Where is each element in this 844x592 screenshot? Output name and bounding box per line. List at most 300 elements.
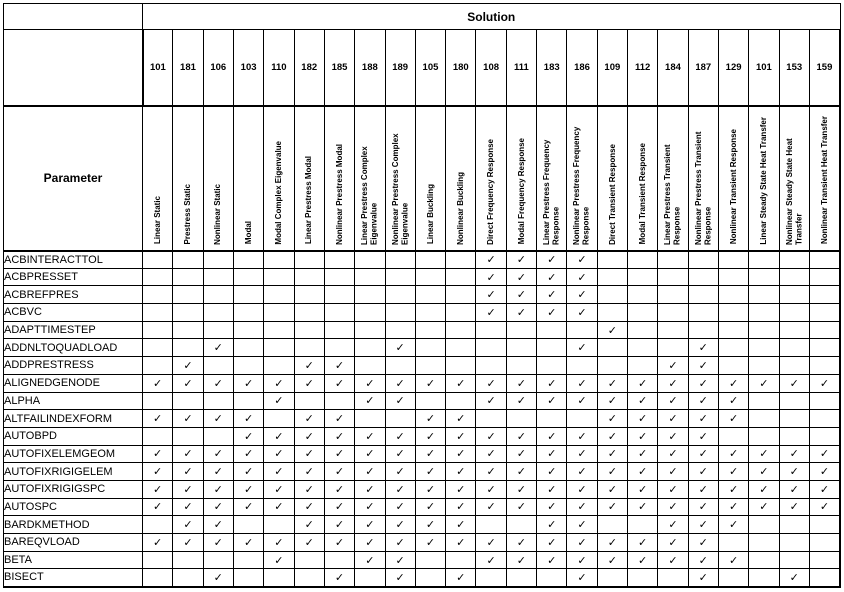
parameter-name: AUTOBPD <box>4 427 143 445</box>
empty-cell <box>628 357 658 375</box>
empty-cell <box>355 357 385 375</box>
check-mark-cell: ✓ <box>537 516 567 534</box>
check-mark-cell: ✓ <box>446 534 476 552</box>
solution-type-label <box>415 106 445 251</box>
solution-number: 180 <box>446 30 476 106</box>
check-mark-cell: ✓ <box>476 286 506 304</box>
check-mark-cell: ✓ <box>324 534 354 552</box>
empty-cell <box>294 268 324 286</box>
empty-cell <box>718 251 748 269</box>
empty-cell <box>749 551 779 569</box>
empty-cell <box>385 304 415 322</box>
check-mark-cell: ✓ <box>294 445 324 463</box>
empty-cell <box>476 516 506 534</box>
check-mark-cell: ✓ <box>476 463 506 481</box>
empty-cell <box>203 268 233 286</box>
empty-cell <box>718 268 748 286</box>
empty-cell <box>264 251 294 269</box>
check-mark-cell: ✓ <box>597 321 627 339</box>
empty-cell <box>233 569 263 587</box>
empty-cell <box>567 410 597 428</box>
check-mark-cell: ✓ <box>294 357 324 375</box>
parameter-row <box>4 374 841 392</box>
empty-cell <box>476 410 506 428</box>
parameter-name: ADDNLTOQUADLOAD <box>4 339 143 357</box>
empty-cell <box>355 339 385 357</box>
check-mark-cell: ✓ <box>385 516 415 534</box>
check-mark-cell: ✓ <box>173 498 203 516</box>
check-mark-cell: ✓ <box>385 480 415 498</box>
solution-type-label-text: Nonlinear Transient Heat Transfer <box>819 116 829 245</box>
check-mark-cell: ✓ <box>597 410 627 428</box>
solution-type-label <box>233 106 263 251</box>
solution-type-label-text: Nonlinear Steady State Heat Transfer <box>784 137 804 245</box>
check-mark-cell: ✓ <box>597 551 627 569</box>
empty-cell <box>628 286 658 304</box>
parameter-row <box>4 321 841 339</box>
empty-cell <box>597 304 627 322</box>
solution-labels-row <box>4 106 841 251</box>
check-mark-cell: ✓ <box>506 498 536 516</box>
check-mark-cell: ✓ <box>658 480 688 498</box>
check-mark-cell: ✓ <box>355 427 385 445</box>
empty-cell <box>233 551 263 569</box>
check-mark-cell: ✓ <box>324 445 354 463</box>
empty-cell <box>749 516 779 534</box>
solution-type-label <box>567 106 597 251</box>
check-mark-cell: ✓ <box>143 480 173 498</box>
solution-number: 184 <box>658 30 688 106</box>
solution-number: 105 <box>415 30 445 106</box>
empty-cell <box>415 392 445 410</box>
empty-cell <box>415 357 445 375</box>
check-mark-cell: ✓ <box>446 374 476 392</box>
empty-cell <box>779 339 809 357</box>
solution-number: 129 <box>718 30 748 106</box>
solution-type-label <box>628 106 658 251</box>
parameter-row <box>4 410 841 428</box>
check-mark-cell: ✓ <box>506 392 536 410</box>
parameter-row <box>4 427 841 445</box>
parameter-row <box>4 551 841 569</box>
empty-cell <box>749 286 779 304</box>
solution-number: 187 <box>688 30 718 106</box>
empty-cell <box>203 286 233 304</box>
check-mark-cell: ✓ <box>264 498 294 516</box>
parameter-name: AUTOSPC <box>4 498 143 516</box>
empty-cell <box>264 410 294 428</box>
check-mark-cell: ✓ <box>355 551 385 569</box>
empty-cell <box>749 268 779 286</box>
check-mark-cell: ✓ <box>355 480 385 498</box>
empty-cell <box>324 339 354 357</box>
check-mark-cell: ✓ <box>476 551 506 569</box>
empty-cell <box>203 427 233 445</box>
empty-cell <box>233 339 263 357</box>
empty-cell <box>537 339 567 357</box>
solution-number: 181 <box>173 30 203 106</box>
check-mark-cell: ✓ <box>567 516 597 534</box>
empty-cell <box>718 321 748 339</box>
check-mark-cell: ✓ <box>809 498 840 516</box>
check-mark-cell: ✓ <box>658 534 688 552</box>
check-mark-cell: ✓ <box>567 498 597 516</box>
empty-cell <box>476 339 506 357</box>
parameter-row <box>4 498 841 516</box>
check-mark-cell: ✓ <box>203 569 233 587</box>
check-mark-cell: ✓ <box>688 374 718 392</box>
check-mark-cell: ✓ <box>355 374 385 392</box>
solution-type-label <box>809 106 840 251</box>
empty-cell <box>264 357 294 375</box>
check-mark-cell: ✓ <box>506 463 536 481</box>
check-mark-cell: ✓ <box>264 445 294 463</box>
check-mark-cell: ✓ <box>567 286 597 304</box>
check-mark-cell: ✓ <box>628 551 658 569</box>
empty-cell <box>476 569 506 587</box>
check-mark-cell: ✓ <box>628 463 658 481</box>
check-mark-cell: ✓ <box>264 480 294 498</box>
check-mark-cell: ✓ <box>446 410 476 428</box>
solution-type-label-text: Linear Static <box>152 196 162 245</box>
empty-cell <box>143 516 173 534</box>
solution-type-label-text: Direct Transient Response <box>607 143 617 245</box>
empty-cell <box>749 569 779 587</box>
check-mark-cell: ✓ <box>476 304 506 322</box>
empty-cell <box>809 427 840 445</box>
empty-cell <box>294 304 324 322</box>
check-mark-cell: ✓ <box>567 374 597 392</box>
check-mark-cell: ✓ <box>809 374 840 392</box>
solution-number: 111 <box>506 30 536 106</box>
table-title: Solution <box>143 4 841 30</box>
empty-cell <box>809 534 840 552</box>
check-mark-cell: ✓ <box>628 480 658 498</box>
check-mark-cell: ✓ <box>476 427 506 445</box>
check-mark-cell: ✓ <box>567 534 597 552</box>
empty-cell <box>506 357 536 375</box>
empty-cell <box>173 268 203 286</box>
check-mark-cell: ✓ <box>355 392 385 410</box>
empty-cell <box>143 569 173 587</box>
check-mark-cell: ✓ <box>385 463 415 481</box>
empty-cell <box>143 268 173 286</box>
empty-cell <box>537 410 567 428</box>
solution-type-label-text: Linear Prestress Complex Eigenvalue <box>360 145 379 245</box>
solution-type-label <box>749 106 779 251</box>
check-mark-cell: ✓ <box>233 427 263 445</box>
check-mark-cell: ✓ <box>446 516 476 534</box>
check-mark-cell: ✓ <box>567 339 597 357</box>
check-mark-cell: ✓ <box>415 534 445 552</box>
check-mark-cell: ✓ <box>203 374 233 392</box>
empty-cell <box>143 551 173 569</box>
check-mark-cell: ✓ <box>355 445 385 463</box>
check-mark-cell: ✓ <box>779 569 809 587</box>
check-mark-cell: ✓ <box>749 445 779 463</box>
check-mark-cell: ✓ <box>688 516 718 534</box>
empty-cell <box>506 339 536 357</box>
check-mark-cell: ✓ <box>567 392 597 410</box>
empty-cell <box>143 286 173 304</box>
empty-cell <box>749 392 779 410</box>
empty-cell <box>264 339 294 357</box>
solution-number: 182 <box>294 30 324 106</box>
check-mark-cell: ✓ <box>718 463 748 481</box>
empty-cell <box>446 251 476 269</box>
check-mark-cell: ✓ <box>264 427 294 445</box>
check-mark-cell: ✓ <box>415 445 445 463</box>
empty-cell <box>628 304 658 322</box>
empty-cell <box>597 357 627 375</box>
empty-cell <box>385 321 415 339</box>
check-mark-cell: ✓ <box>476 392 506 410</box>
empty-cell <box>203 321 233 339</box>
check-mark-cell: ✓ <box>476 445 506 463</box>
solution-type-label <box>203 106 233 251</box>
check-mark-cell: ✓ <box>779 374 809 392</box>
solution-type-label-text: Linear Prestress Transient Response <box>663 144 682 245</box>
check-mark-cell: ✓ <box>628 374 658 392</box>
check-mark-cell: ✓ <box>264 392 294 410</box>
empty-cell <box>718 427 748 445</box>
empty-cell <box>779 516 809 534</box>
check-mark-cell: ✓ <box>628 445 658 463</box>
check-mark-cell: ✓ <box>567 463 597 481</box>
solution-number: 106 <box>203 30 233 106</box>
empty-cell <box>264 286 294 304</box>
parameter-name: AUTOFIXRIGIGELEM <box>4 463 143 481</box>
check-mark-cell: ✓ <box>476 534 506 552</box>
empty-cell <box>446 392 476 410</box>
empty-cell <box>809 304 840 322</box>
empty-cell <box>537 569 567 587</box>
check-mark-cell: ✓ <box>324 498 354 516</box>
empty-cell <box>355 251 385 269</box>
empty-cell <box>628 339 658 357</box>
parameter-row <box>4 480 841 498</box>
empty-cell <box>324 268 354 286</box>
check-mark-cell: ✓ <box>718 498 748 516</box>
parameter-name: BAREQVLOAD <box>4 534 143 552</box>
check-mark-cell: ✓ <box>385 534 415 552</box>
check-mark-cell: ✓ <box>809 445 840 463</box>
empty-cell <box>173 251 203 269</box>
empty-cell <box>628 268 658 286</box>
check-mark-cell: ✓ <box>658 463 688 481</box>
empty-cell <box>506 569 536 587</box>
check-mark-cell: ✓ <box>658 498 688 516</box>
empty-cell <box>264 268 294 286</box>
check-mark-cell: ✓ <box>718 445 748 463</box>
check-mark-cell: ✓ <box>658 410 688 428</box>
empty-cell <box>173 304 203 322</box>
check-mark-cell: ✓ <box>567 569 597 587</box>
parameter-row <box>4 516 841 534</box>
check-mark-cell: ✓ <box>233 410 263 428</box>
empty-cell <box>688 321 718 339</box>
check-mark-cell: ✓ <box>506 427 536 445</box>
empty-cell <box>809 339 840 357</box>
parameter-name: AUTOFIXELEMGEOM <box>4 445 143 463</box>
empty-cell <box>143 427 173 445</box>
check-mark-cell: ✓ <box>233 498 263 516</box>
empty-cell <box>537 321 567 339</box>
check-mark-cell: ✓ <box>506 551 536 569</box>
empty-cell <box>415 268 445 286</box>
empty-cell <box>324 286 354 304</box>
empty-cell <box>506 516 536 534</box>
check-mark-cell: ✓ <box>415 410 445 428</box>
check-mark-cell: ✓ <box>203 534 233 552</box>
check-mark-cell: ✓ <box>688 427 718 445</box>
empty-cell <box>294 251 324 269</box>
check-mark-cell: ✓ <box>446 569 476 587</box>
empty-cell <box>173 286 203 304</box>
check-mark-cell: ✓ <box>264 551 294 569</box>
empty-cell <box>779 427 809 445</box>
check-mark-cell: ✓ <box>779 445 809 463</box>
empty-cell <box>779 392 809 410</box>
check-mark-cell: ✓ <box>567 551 597 569</box>
solution-type-label-text: Modal <box>243 221 253 245</box>
empty-cell <box>264 321 294 339</box>
check-mark-cell: ✓ <box>688 480 718 498</box>
check-mark-cell: ✓ <box>506 445 536 463</box>
parameter-row <box>4 251 841 269</box>
check-mark-cell: ✓ <box>324 569 354 587</box>
solution-type-label-text: Nonlinear Transient Response <box>728 129 738 245</box>
solution-number: 189 <box>385 30 415 106</box>
check-mark-cell: ✓ <box>476 498 506 516</box>
check-mark-cell: ✓ <box>264 463 294 481</box>
empty-cell <box>718 339 748 357</box>
parameter-name: BETA <box>4 551 143 569</box>
check-mark-cell: ✓ <box>567 268 597 286</box>
parameter-row <box>4 339 841 357</box>
check-mark-cell: ✓ <box>628 427 658 445</box>
solution-type-label <box>294 106 324 251</box>
empty-cell <box>718 286 748 304</box>
check-mark-cell: ✓ <box>749 480 779 498</box>
check-mark-cell: ✓ <box>203 445 233 463</box>
empty-cell <box>173 427 203 445</box>
check-mark-cell: ✓ <box>264 534 294 552</box>
empty-cell <box>809 357 840 375</box>
check-mark-cell: ✓ <box>597 445 627 463</box>
check-mark-cell: ✓ <box>173 463 203 481</box>
empty-cell <box>749 304 779 322</box>
empty-cell <box>294 339 324 357</box>
solution-number: 159 <box>809 30 840 106</box>
empty-cell <box>658 304 688 322</box>
check-mark-cell: ✓ <box>173 534 203 552</box>
check-mark-cell: ✓ <box>355 534 385 552</box>
solution-header-row <box>4 4 841 30</box>
check-mark-cell: ✓ <box>809 463 840 481</box>
empty-cell <box>749 251 779 269</box>
check-mark-cell: ✓ <box>749 463 779 481</box>
empty-cell <box>718 534 748 552</box>
solution-numbers-row <box>4 30 841 106</box>
empty-cell <box>446 286 476 304</box>
empty-cell <box>173 392 203 410</box>
empty-cell <box>597 251 627 269</box>
empty-cell <box>415 569 445 587</box>
empty-cell <box>173 339 203 357</box>
check-mark-cell: ✓ <box>688 410 718 428</box>
solution-number: 109 <box>597 30 627 106</box>
empty-cell <box>537 357 567 375</box>
check-mark-cell: ✓ <box>355 463 385 481</box>
solution-number: 101 <box>143 30 173 106</box>
check-mark-cell: ✓ <box>143 534 173 552</box>
check-mark-cell: ✓ <box>203 480 233 498</box>
check-mark-cell: ✓ <box>476 268 506 286</box>
solution-type-label <box>446 106 476 251</box>
parameter-name: AUTOFIXRIGIGSPC <box>4 480 143 498</box>
check-mark-cell: ✓ <box>415 480 445 498</box>
empty-cell <box>355 321 385 339</box>
empty-cell <box>658 569 688 587</box>
parameter-name: ALPHA <box>4 392 143 410</box>
solution-type-label-text: Nonlinear Buckling <box>455 171 465 245</box>
check-mark-cell: ✓ <box>415 374 445 392</box>
empty-cell <box>203 251 233 269</box>
empty-cell <box>658 321 688 339</box>
empty-cell <box>355 286 385 304</box>
check-mark-cell: ✓ <box>718 392 748 410</box>
solution-type-label <box>355 106 385 251</box>
check-mark-cell: ✓ <box>597 498 627 516</box>
parameter-name: ALIGNEDGENODE <box>4 374 143 392</box>
check-mark-cell: ✓ <box>203 463 233 481</box>
empty-cell <box>749 339 779 357</box>
empty-cell <box>143 251 173 269</box>
corner-blank-cell <box>4 4 143 30</box>
check-mark-cell: ✓ <box>203 516 233 534</box>
empty-cell <box>233 516 263 534</box>
empty-cell <box>355 304 385 322</box>
empty-cell <box>233 392 263 410</box>
check-mark-cell: ✓ <box>446 463 476 481</box>
solution-type-label-text: Nonlinear Prestress Complex Eigenvalue <box>390 132 410 245</box>
empty-cell <box>628 516 658 534</box>
check-mark-cell: ✓ <box>294 516 324 534</box>
solution-number: 183 <box>537 30 567 106</box>
check-mark-cell: ✓ <box>233 480 263 498</box>
check-mark-cell: ✓ <box>173 374 203 392</box>
solution-number: 185 <box>324 30 354 106</box>
solution-number: 101 <box>749 30 779 106</box>
check-mark-cell: ✓ <box>537 463 567 481</box>
check-mark-cell: ✓ <box>476 374 506 392</box>
empty-cell <box>628 321 658 339</box>
check-mark-cell: ✓ <box>324 410 354 428</box>
solution-type-label <box>385 106 415 251</box>
check-mark-cell: ✓ <box>567 251 597 269</box>
check-mark-cell: ✓ <box>143 463 173 481</box>
empty-cell <box>385 251 415 269</box>
check-mark-cell: ✓ <box>294 374 324 392</box>
empty-cell <box>324 251 354 269</box>
solution-number: 103 <box>233 30 263 106</box>
empty-cell <box>809 321 840 339</box>
empty-cell <box>809 286 840 304</box>
check-mark-cell: ✓ <box>203 339 233 357</box>
solution-number: 188 <box>355 30 385 106</box>
check-mark-cell: ✓ <box>506 286 536 304</box>
